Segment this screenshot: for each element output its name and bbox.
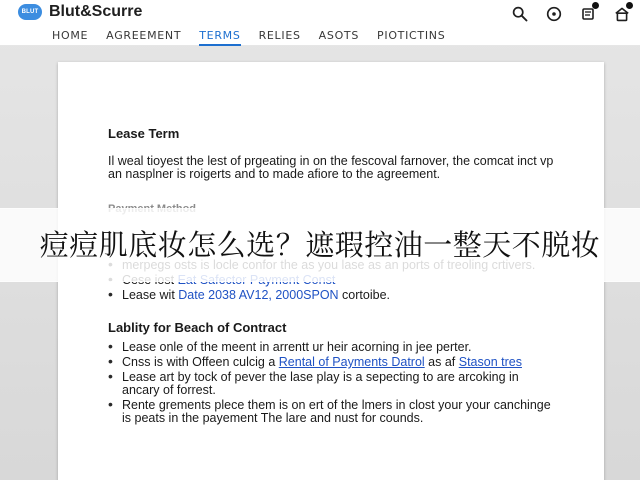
liability-bullet <box>108 341 558 354</box>
tab-pioticti[interactable]: PIOTICTINS <box>377 29 446 42</box>
liability-bullet-text: Rente grements plece them is on ert of the lmers in clost your your canchinge is peats in the payement The lare and nust for counds. <box>122 398 551 425</box>
rental-link[interactable]: Rental of Payments Datrol <box>278 355 425 369</box>
top-header <box>0 0 640 46</box>
settings-icon[interactable] <box>544 4 564 24</box>
payment-bullet <box>108 289 558 302</box>
home-badge <box>626 2 633 9</box>
tab-asots[interactable]: ASOTS <box>318 29 360 42</box>
liability-bullet <box>108 399 558 425</box>
brand-logo: BLUT <box>18 4 42 20</box>
tab-agreement[interactable]: AGREEMENT <box>106 29 182 42</box>
station-link[interactable]: Stason tres <box>458 355 522 369</box>
liability-bullet-text: Lease onle of the meent in arrentt ur heir acorning in jee perter. <box>122 340 472 354</box>
liability-bullets <box>108 341 558 425</box>
overlay-banner <box>0 208 640 282</box>
tab-home[interactable]: HOME <box>52 29 89 42</box>
payment-bullet-suffix: cortoibe. <box>338 288 390 302</box>
main-nav <box>52 29 445 46</box>
payment-bullet-prefix: Lease wit <box>122 288 179 302</box>
bell-icon[interactable] <box>578 4 598 24</box>
liability-bullet-text: Lease art by tock of pever the lase play is a sepecting to are arcoking in ancary of forrest. <box>122 370 519 397</box>
liability-bullet <box>108 356 558 369</box>
liability-bullet-prefix: Cnss is with Offeen culcig a <box>122 355 279 369</box>
header-icons <box>510 4 632 24</box>
notification-badge <box>592 2 599 9</box>
liability-bullet-mid: as af <box>424 355 459 369</box>
section-title-lease-term: Lease Term <box>108 126 180 141</box>
payment-date-link[interactable]: Date 2038 AV12, 2000SPON <box>178 288 339 302</box>
brand[interactable] <box>18 3 142 21</box>
brand-name: Blut&Scurre <box>49 3 143 20</box>
overlay-text: 痘痘肌底妆怎么选？遮瑕控油一整天不脱妆 <box>39 228 601 262</box>
home-icon[interactable] <box>612 4 632 24</box>
tab-relies[interactable]: RELIES <box>258 29 301 42</box>
search-icon[interactable] <box>510 4 530 24</box>
tab-terms[interactable]: TERMS <box>199 29 240 46</box>
liability-bullet <box>108 371 558 397</box>
section-title-liability: Lablity for Beach of Contract <box>108 320 287 335</box>
lease-term-paragraph: Il weal tioyest the lest of prgeating in on the fescoval farnover, the comcat inct vp an nasplner is roigerts and to made afiore to the agreement. <box>108 154 554 181</box>
